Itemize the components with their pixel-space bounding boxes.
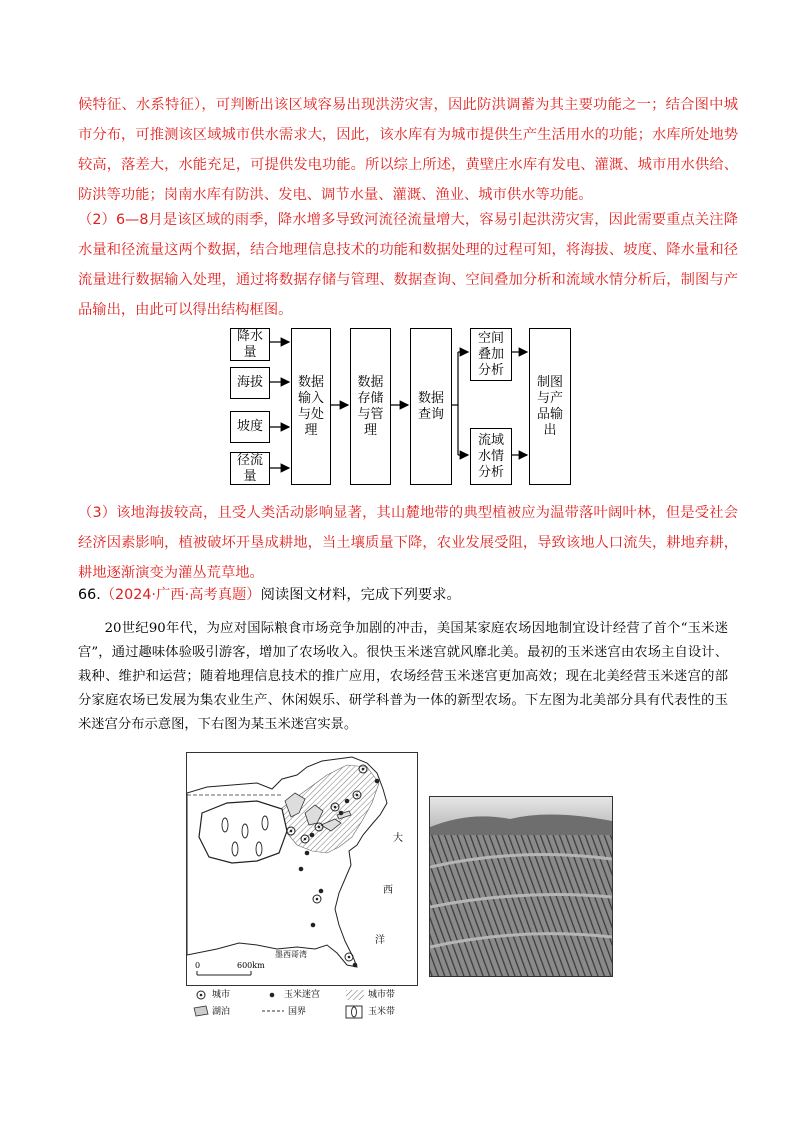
legend-urban-belt: 城市带 (368, 990, 396, 1000)
flowchart-connectors (0, 0, 800, 500)
scale-start: 0 (195, 961, 201, 970)
flow-step-input-processing: 数据输入与处理 (291, 328, 331, 485)
legend-maze: 玉米迷宫 (284, 990, 321, 1000)
corn-maze-photo (429, 796, 613, 977)
flow-input-precipitation: 降水量 (230, 328, 270, 361)
answer-paragraph-continuation: 候特征、水系特征），可判断出该区域容易出现洪涝灾害，因此防洪调蓄为其主要功能之一；结合图中城市分布，可推测该区域城市供水需求大，因此，该水库有为城市提供生产生活用水的功能；水库所处地势较高，落差大，水能充足，可提供发电功能。所以综上所述，黄壁庄水库有发电、灌溉、城市用水供给、防洪等功能；岗南水库有防洪、发电、调节水量、灌溉、渔业、城市供水等功能。 (78, 97, 738, 203)
corn-maze-map (186, 752, 418, 986)
gulf-label: 墨西哥湾 (275, 950, 307, 959)
legend-border: 国界 (288, 1007, 307, 1017)
question-material: 20世纪90年代，为应对国际粮食市场竞争加剧的冲击，美国某家庭农场因地制宜设计经营了首个“玉米迷宫”，通过趣味体验吸引游客，增加了农场收入。很快玉米迷宫就风靡北美。最初的玉米迷宫由农场主自设计、栽种、维护和运营；随着地理信息技术的推广应用，农场经营玉米迷宫更加高效；现在北美经营玉米迷宫的部分家庭农场已发展为集农业生产、休闲娱乐、研学科普为一体的新型农场。下左图为北美部分具有代表性的玉米迷宫分布示意图，下右图为某玉米迷宫实景。 (78, 621, 728, 732)
map-legend (186, 986, 418, 1022)
legend-corn-belt: 玉米带 (368, 1007, 396, 1017)
scale-end: 600km (237, 961, 265, 970)
answer-paragraph-part2: （2）6—8月是该区域的雨季，降水增多导致河流径流量增大，容易引起洪涝灾害，因此需要重点关注降水量和径流量这两个数据，结合地理信息技术的功能和数据处理的过程可知，将海拔、坡度、降水量和径流量进行数据输入处理，通过将数据存储与管理、数据查询、空间叠加分析和流域水情分析后，制图与产品输出，由此可以得出结构框图。 (78, 212, 738, 318)
question-instruction: 阅读图文材料，完成下列要求。 (260, 587, 461, 603)
flow-step-storage: 数据存储与管理 (350, 328, 391, 485)
flow-input-runoff: 径流量 (230, 452, 270, 485)
legend-city: 城市 (212, 990, 231, 1000)
flow-step-query: 数据查询 (410, 328, 452, 485)
flow-input-elevation: 海拔 (230, 367, 270, 399)
ocean-label-1: 大 (393, 833, 403, 844)
flow-step-output: 制图与产品输出 (529, 328, 571, 485)
flow-input-slope: 坡度 (230, 411, 270, 443)
question-number: 66. (78, 587, 101, 603)
flow-branch-watershed: 流域水情分析 (470, 428, 512, 485)
question-header (78, 584, 461, 606)
answer-paragraph-part3: （3）该地海拔较高，且受人类活动影响显著，其山麓地带的典型植被应为温带落叶阔叶林，但是受社会经济因素影响，植被破坏开垦成耕地，当土壤质量下降，农业发展受阻，导致该地人口流失，耕地弃耕，耕地逐渐演变为灌丛荒草地。 (78, 505, 738, 581)
question-source: （2024·广西·高考真题） (100, 587, 261, 603)
legend-lake: 湖泊 (212, 1007, 231, 1017)
ocean-label-3: 洋 (375, 935, 385, 946)
flow-branch-overlay: 空间叠加分析 (470, 328, 512, 381)
ocean-label-2: 西 (383, 885, 393, 896)
